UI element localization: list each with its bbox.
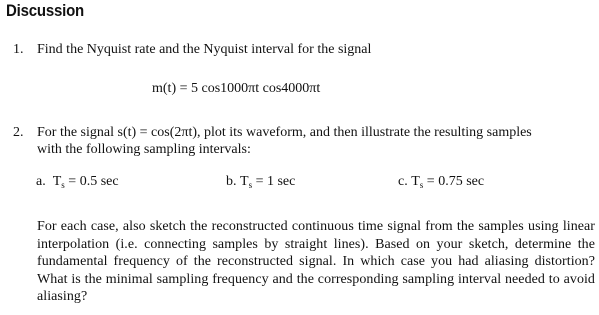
- question-2-text-line-2: with the following sampling intervals:: [37, 142, 251, 157]
- case-c-subscript: s: [419, 180, 424, 190]
- case-b-subscript: s: [248, 180, 253, 190]
- question-1-number: 1.: [13, 42, 24, 57]
- page-title: Discussion: [6, 2, 85, 21]
- case-a-value: = 0.5 sec: [68, 174, 119, 189]
- case-c-label: c.: [398, 174, 408, 189]
- question-1-text: Find the Nyquist rate and the Nyquist interval for the signal: [37, 42, 372, 57]
- question-2-number: 2.: [13, 125, 24, 140]
- case-c: [398, 174, 484, 190]
- case-a-subscript: s: [61, 180, 65, 190]
- question-2-text-line-1: For the signal s(t) = cos(2πt), plot its waveform, and then illustrate the resulting samples: [37, 125, 532, 140]
- case-b-label: b.: [226, 174, 237, 189]
- case-c-value: = 0.75 sec: [426, 174, 485, 189]
- case-c-var: T: [411, 174, 420, 189]
- case-b-value: = 1 sec: [255, 174, 296, 189]
- case-a-label: a.: [36, 174, 46, 189]
- case-a: [36, 174, 119, 190]
- case-a-var: T: [52, 174, 62, 189]
- instructions-paragraph: For each case, also sketch the reconstructed continuous time signal from the samples using linear interpolation (i.e. connecting samples by straight lines). Based on your sketch, determine the fundamental frequency of the reconstructed signal. In which case you had aliasing distortion? What is the minimal sampling frequency and the corresponding sampling interval needed to avoid aliasing?: [37, 219, 595, 305]
- case-b-var: T: [240, 174, 249, 189]
- question-1-equation: m(t) = 5 cos1000πt cos4000πt: [152, 81, 321, 96]
- case-b: [226, 174, 295, 190]
